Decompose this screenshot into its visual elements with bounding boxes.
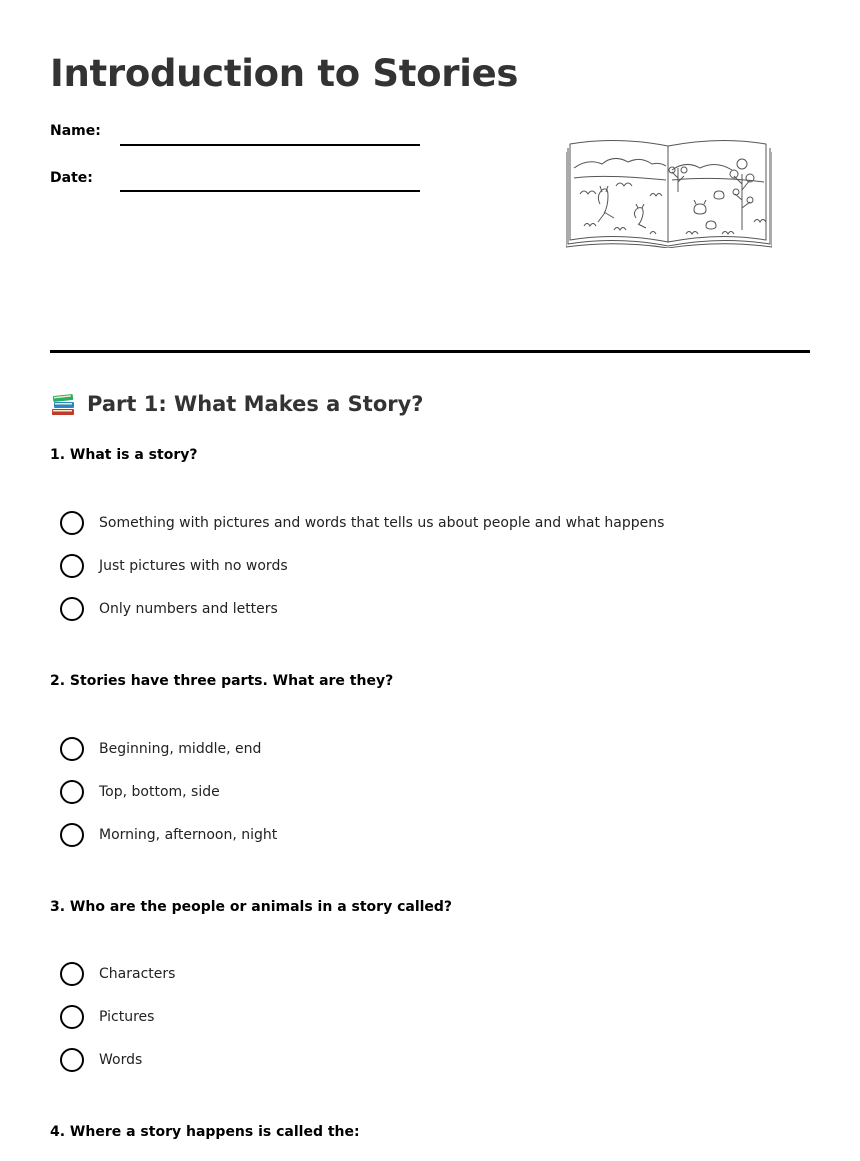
question-4: 4. Where a story happens is called the: — [50, 1124, 360, 1140]
q2-option-c[interactable] — [60, 822, 277, 848]
option-label: Words — [99, 1052, 143, 1068]
radio-button[interactable] — [60, 597, 84, 621]
option-label: Just pictures with no words — [99, 558, 288, 574]
radio-button[interactable] — [60, 1048, 84, 1072]
q1-option-b[interactable] — [60, 553, 288, 579]
option-label: Only numbers and letters — [99, 601, 278, 617]
question-3: 3. Who are the people or animals in a story called? — [50, 899, 453, 915]
radio-button[interactable] — [60, 962, 84, 986]
radio-button[interactable] — [60, 737, 84, 761]
option-label: Morning, afternoon, night — [99, 827, 278, 843]
part-1-heading-text: Part 1: What Makes a Story? — [87, 392, 424, 416]
option-label: Top, bottom, side — [99, 784, 220, 800]
question-1: 1. What is a story? — [50, 447, 198, 463]
radio-button[interactable] — [60, 823, 84, 847]
date-label: Date: — [50, 170, 93, 186]
question-2: 2. Stories have three parts. What are they? — [50, 673, 394, 689]
radio-button[interactable] — [60, 1005, 84, 1029]
section-divider — [50, 350, 810, 353]
option-label: Something with pictures and words that tells us about people and what happens — [99, 515, 665, 531]
q3-option-b[interactable] — [60, 1004, 154, 1030]
name-field[interactable] — [120, 144, 420, 146]
q3-option-c[interactable] — [60, 1047, 142, 1073]
q2-option-a[interactable] — [60, 736, 261, 762]
page-title: Introduction to Stories — [50, 52, 519, 95]
q1-option-c[interactable] — [60, 596, 278, 622]
radio-button[interactable] — [60, 511, 84, 535]
radio-button[interactable] — [60, 780, 84, 804]
option-label: Beginning, middle, end — [99, 741, 262, 757]
q3-option-a[interactable] — [60, 961, 175, 987]
name-label: Name: — [50, 123, 101, 139]
open-storybook-illustration — [566, 134, 772, 248]
option-label: Pictures — [99, 1009, 155, 1025]
part-1-heading — [50, 390, 423, 418]
q2-option-b[interactable] — [60, 779, 220, 805]
radio-button[interactable] — [60, 554, 84, 578]
option-label: Characters — [99, 966, 176, 982]
date-field[interactable] — [120, 190, 420, 192]
books-icon — [50, 391, 77, 418]
q1-option-a[interactable] — [60, 510, 664, 536]
